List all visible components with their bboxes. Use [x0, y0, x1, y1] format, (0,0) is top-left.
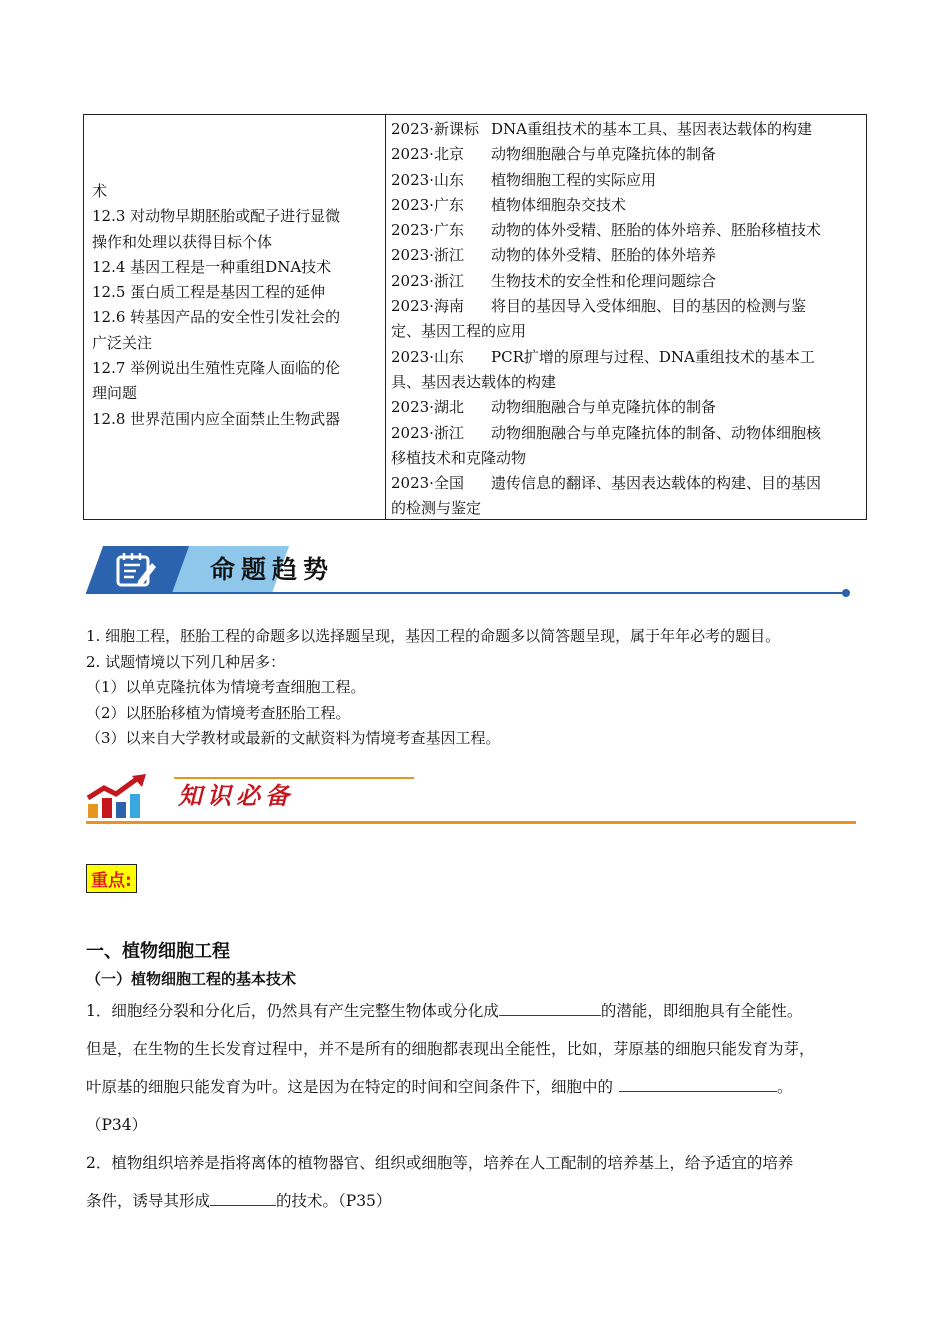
exam-year: 2023·浙江	[391, 423, 464, 442]
exam-year: 2023·广东	[391, 195, 464, 214]
exam-year: 2023·全国	[391, 474, 464, 493]
left-line: 12.6 转基因产品的安全性引发社会的	[92, 308, 341, 327]
table-row	[391, 117, 862, 142]
exam-topic: 动物细胞融合与单克隆抗体的制备、动物体细胞核	[491, 423, 822, 442]
trend-line: （3）以来自大学教材或最新的文献资料为情境考查基因工程。	[86, 729, 501, 747]
knowledge-section-banner	[86, 770, 858, 826]
table-row	[391, 193, 862, 218]
exam-year: 2023·新课标	[391, 120, 479, 138]
exam-year: 2023·山东	[391, 170, 464, 189]
section-title: 命题趋势	[210, 555, 335, 584]
text: 条件，诱导其形成	[86, 1192, 211, 1210]
trend-line: （2）以胚胎移植为情境考查胚胎工程。	[86, 703, 351, 722]
exam-topic: 动物细胞融合与单克隆抗体的制备	[491, 145, 717, 164]
banner-end-dot	[842, 589, 850, 597]
table-row	[391, 218, 862, 243]
text: 的技术。（P35）	[276, 1192, 392, 1210]
trend-section-banner	[86, 546, 848, 598]
left-line: 操作和处理以获得目标个体	[92, 232, 273, 251]
exam-topic: 生物技术的安全性和伦理问题综合	[491, 271, 717, 290]
left-line: 12.3 对动物早期胚胎或配子进行显微	[92, 207, 341, 226]
paragraph-1	[86, 992, 876, 1144]
exam-year: 2023·北京	[391, 145, 464, 164]
table-row	[391, 269, 862, 294]
notepad-pencil-icon	[114, 551, 158, 589]
left-line: 12.7 举例说出生殖性克隆人面临的伦	[92, 359, 341, 378]
para-line	[86, 992, 876, 1030]
table-row	[391, 142, 862, 167]
exam-year: 2023·广东	[391, 221, 464, 240]
exam-topic: DNA重组技术的基本工具、基因表达载体的构建	[491, 120, 812, 138]
heading-level-1: 一、植物细胞工程	[86, 941, 230, 962]
left-line: 理问题	[92, 384, 138, 403]
table-row	[391, 294, 862, 319]
left-line: 12.5 蛋白质工程是基因工程的延伸	[92, 283, 326, 302]
rising-bar-chart-icon	[86, 772, 156, 820]
para-line: 2．植物组织培养是指将离体的植物器官、组织或细胞等，培养在人工配制的培养基上，给予适宜的培养	[86, 1154, 794, 1172]
table-row	[391, 345, 862, 370]
trend-line: （1）以单克隆抗体为情境考查细胞工程。	[86, 678, 366, 696]
left-line: 广泛关注	[92, 333, 153, 352]
exam-topic: PCR扩增的原理与过程、DNA重组技术的基本工	[491, 347, 815, 366]
trend-line: 1. 细胞工程，胚胎工程的命题多以选择题呈现，基因工程的命题多以简答题呈现，属于年年必考的题目。	[86, 627, 781, 645]
fill-blank[interactable]	[499, 999, 601, 1016]
exam-year: 2023·湖北	[391, 398, 464, 417]
section-title: 知识必备	[178, 781, 294, 810]
exam-year: 2023·海南	[391, 297, 464, 316]
exam-topic: 植物细胞工程的实际应用	[491, 170, 657, 189]
text: 1．细胞经分裂和分化后，仍然具有产生完整生物体或分化成	[86, 1002, 499, 1020]
exam-topic: 动物细胞融合与单克隆抗体的制备	[491, 398, 717, 417]
page-ref: （P34）	[86, 1116, 148, 1134]
exam-topic: 遗传信息的翻译、基因表达载体的构建、目的基因	[491, 474, 822, 493]
exam-topic: 植物体细胞杂交技术	[491, 195, 627, 214]
exam-year: 2023·浙江	[391, 246, 464, 265]
table-right-column	[386, 115, 866, 519]
trend-text	[86, 624, 780, 752]
para-line: 但是，在生物的生长发育过程中，并不是所有的细胞都表现出全能性，比如，芽原基的细胞只能发育为芽，	[86, 1040, 815, 1058]
text: 。	[777, 1078, 793, 1096]
table-row	[391, 168, 862, 193]
fill-blank[interactable]	[210, 1189, 276, 1206]
exam-topic: 动物的体外受精、胚胎的体外培养、胚胎移植技术	[491, 221, 822, 240]
banner-underline	[86, 821, 856, 824]
text: 的潜能，即细胞具有全能性。	[600, 1002, 803, 1020]
trend-line: 2. 试题情境以下列几种居多：	[86, 652, 286, 671]
heading-level-2: （一）植物细胞工程的基本技术	[86, 970, 297, 988]
exam-topic: 将目的基因导入受体细胞、目的基因的检测与鉴	[491, 297, 807, 316]
text: 叶原基的细胞只能发育为叶。这是因为在特定的时间和空间条件下，细胞中的	[86, 1078, 614, 1096]
left-line: 12.4 基因工程是一种重组DNA技术	[92, 257, 332, 276]
table-row	[391, 421, 862, 446]
key-points-badge: 重点:	[86, 864, 137, 893]
exam-topic: 动物的体外受精、胚胎的体外培养	[491, 246, 717, 265]
table-row	[391, 243, 862, 268]
table-row-cont: 定、基因工程的应用	[391, 322, 527, 341]
table-row	[391, 395, 862, 420]
exam-year: 2023·山东	[391, 347, 464, 366]
exam-year: 2023·浙江	[391, 271, 464, 290]
exam-table	[83, 114, 867, 520]
table-row-cont: 具、基因表达载体的构建	[391, 372, 557, 391]
paragraph-2	[86, 1144, 876, 1220]
para-line	[86, 1068, 876, 1106]
para-line	[86, 1182, 876, 1220]
table-row-cont: 移植技术和克隆动物	[391, 448, 527, 467]
banner-underline	[86, 592, 846, 594]
left-line: 术	[92, 182, 108, 200]
table-row-cont: 的检测与鉴定	[391, 499, 482, 518]
table-row	[391, 471, 862, 496]
left-line: 12.8 世界范围内应全面禁止生物武器	[92, 409, 341, 428]
fill-blank[interactable]	[619, 1075, 777, 1092]
table-left-column	[84, 115, 386, 519]
